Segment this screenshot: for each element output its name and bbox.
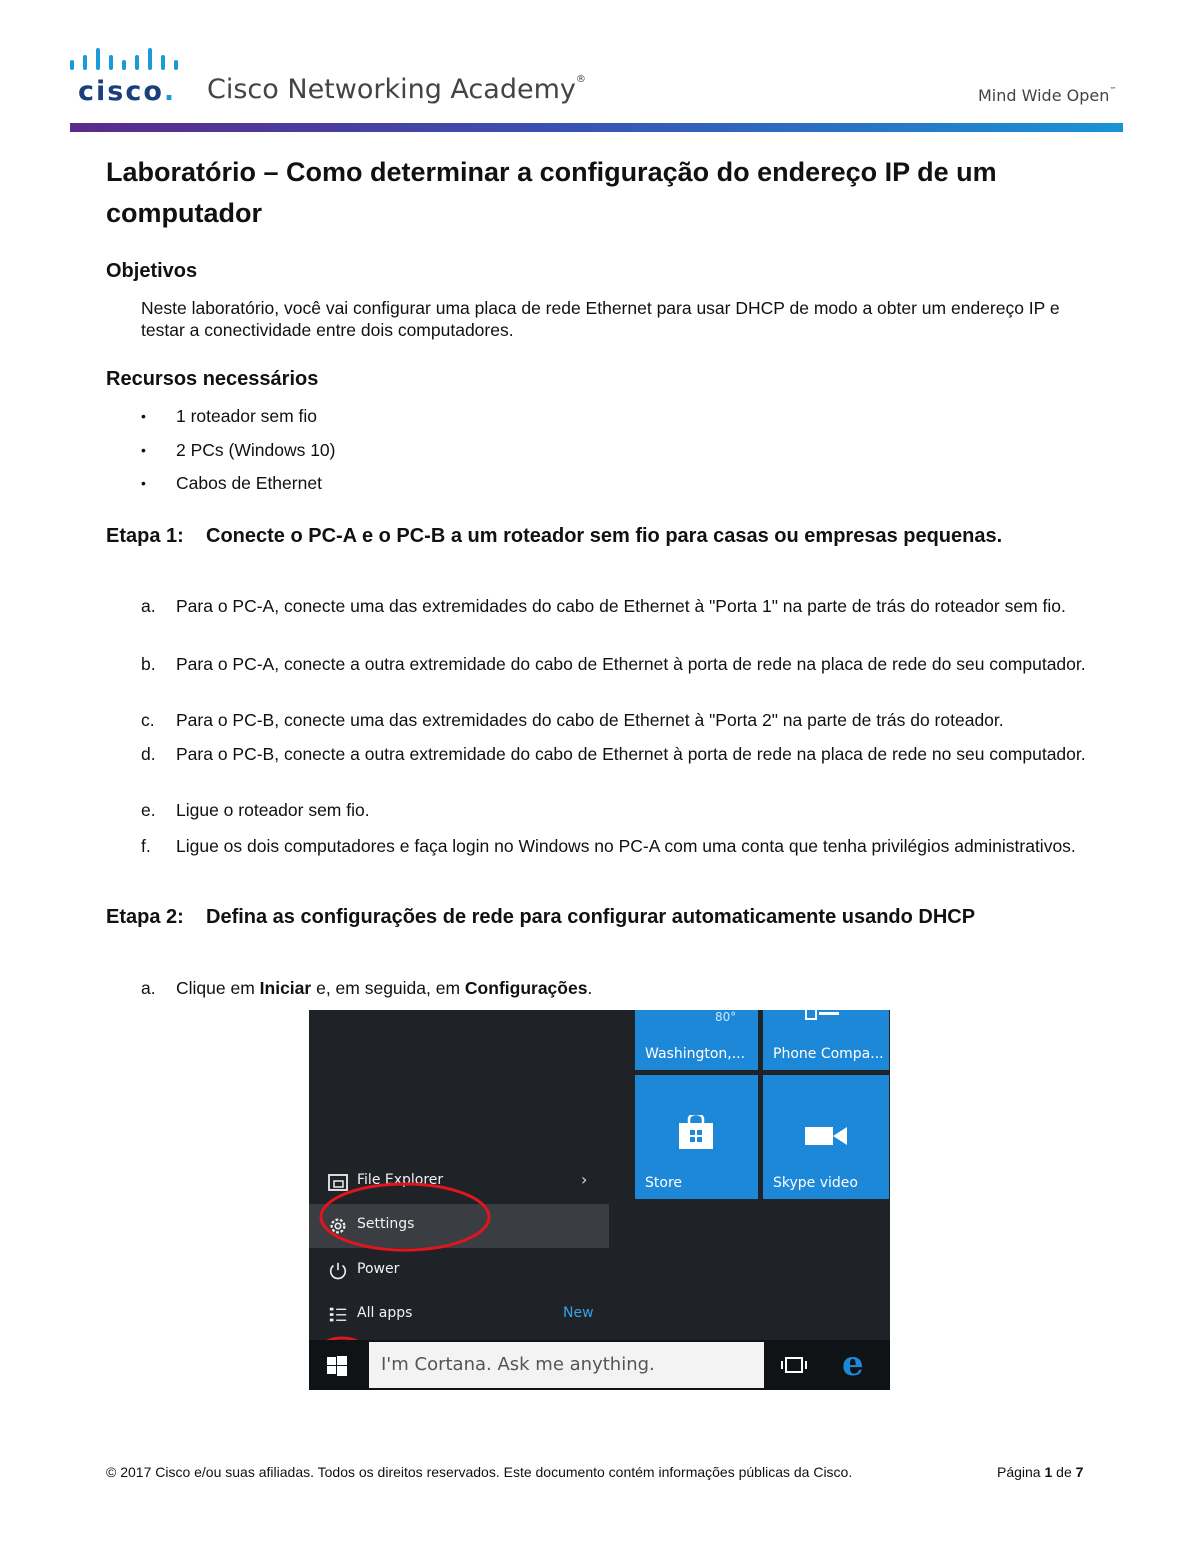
- menu-file-explorer[interactable]: File Explorer ›: [309, 1160, 609, 1204]
- settings-highlight-circle: [321, 1184, 489, 1250]
- red-highlight-annotations: [309, 1010, 890, 1390]
- chevron-right-icon: ›: [581, 1170, 588, 1189]
- cisco-logo: cisco.: [78, 76, 177, 107]
- academy-title: Cisco Networking Academy®: [207, 74, 586, 105]
- menu-all-apps[interactable]: All apps New: [309, 1293, 609, 1337]
- skype-video-tile[interactable]: Skype video: [763, 1075, 889, 1199]
- windows-start-icon[interactable]: [327, 1356, 347, 1376]
- task-view-icon[interactable]: [781, 1355, 807, 1375]
- new-badge: New: [563, 1305, 594, 1321]
- cortana-search-box[interactable]: I'm Cortana. Ask me anything.: [369, 1342, 764, 1388]
- menu-settings[interactable]: Settings: [309, 1204, 609, 1248]
- start-menu-screenshot: [309, 1010, 890, 1390]
- tagline: Mind Wide Open™: [978, 86, 1117, 105]
- store-tile[interactable]: Store: [635, 1075, 758, 1199]
- cisco-bars-icon: [70, 46, 180, 74]
- footer-page-number: Página 1 de 7: [997, 1464, 1084, 1480]
- objectives-heading: Objetivos: [106, 260, 198, 282]
- page-title: Laboratório – Como determinar a configuração do endereço IP de um computador: [106, 157, 997, 228]
- header-rule: [70, 123, 1123, 132]
- taskbar: [309, 1340, 890, 1390]
- footer-copyright: © 2017 Cisco e/ou suas afiliadas. Todos os direitos reservados. Este documento contém informações públicas da Cisco.: [106, 1464, 853, 1480]
- weather-tile[interactable]: 80° Washington,...: [635, 1010, 758, 1070]
- menu-power[interactable]: Power: [309, 1249, 609, 1293]
- phone-companion-tile[interactable]: Phone Compa...: [763, 1010, 889, 1070]
- resources-heading: Recursos necessários: [106, 368, 319, 390]
- objectives-text: Neste laboratório, você vai configurar uma placa de rede Ethernet para usar DHCP de modo a obter um endereço IP e testar a conectividade entre dois computadores.: [141, 298, 1060, 340]
- edge-browser-icon[interactable]: e: [842, 1344, 864, 1384]
